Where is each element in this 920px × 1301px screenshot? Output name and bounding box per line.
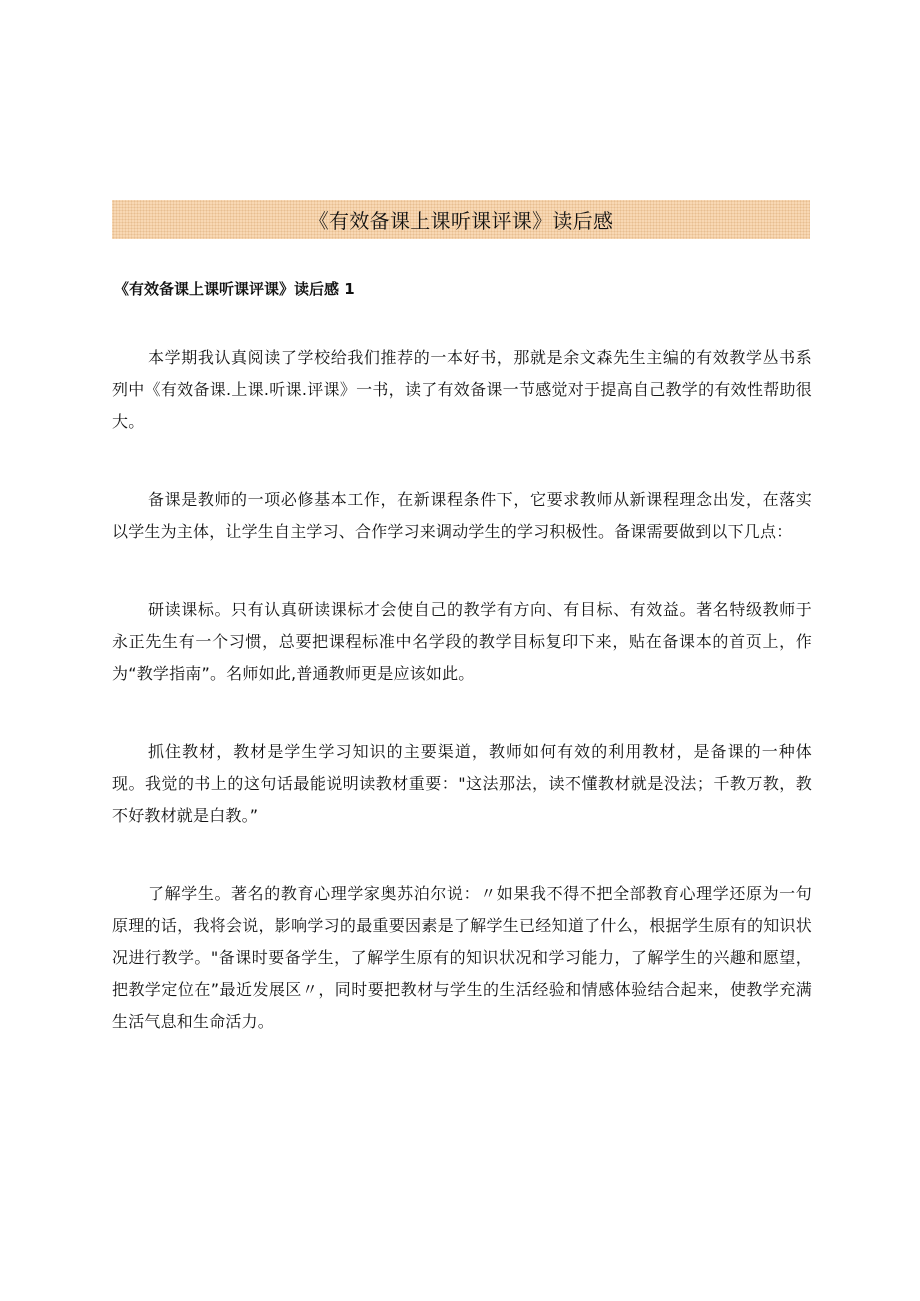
- paragraph-1: 本学期我认真阅读了学校给我们推荐的一本好书，那就是余文森先生主编的有效教学丛书系列中《有效备课.上课.听课.评课》一书，读了有效备课一节感觉对于提高自己教学的有效性帮助很大。: [112, 348, 812, 431]
- section-heading: 《有效备课上课听课评课》读后感 1: [114, 280, 355, 298]
- paragraph-5: 了解学生。著名的教育心理学家奥苏泊尔说：〃如果我不得不把全部教育心理学还原为一句原理的话，我将会说，影响学习的最重要因素是了解学生已经知道了什么，根据学生原有的知识状况进行教学。"备课时要备学生，了解学生原有的知识状况和学习能力，了解学生的兴趣和愿望，把教学定位在”最近发展区〃，同时要把教材与学生的生活经验和情感体验结合起来，使教学充满生活气息和生命活力。: [112, 884, 812, 1031]
- document-body: [112, 342, 812, 1084]
- paragraph-3: 研读课标。只有认真研读课标才会使自己的教学有方向、有目标、有效益。著名特级教师于永正先生有一个习惯，总要把课程标准中名学段的教学目标复印下来，贴在备课本的首页上，作为“教学指南”。名师如此,普通教师更是应该如此。: [112, 600, 812, 683]
- title-banner: [112, 200, 810, 239]
- paragraph-4: 抓住教材，教材是学生学习知识的主要渠道，教师如何有效的利用教材，是备课的一种体现。我觉的书上的这句话最能说明读教材重要："这法那法，读不懂教材就是没法；千教万教，教不好教材就是白教。”: [112, 742, 812, 825]
- paragraph-2: 备课是教师的一项必修基本工作，在新课程条件下，它要求教师从新课程理念出发，在落实以学生为主体，让学生自主学习、合作学习来调动学生的学习积极性。备课需要做到以下几点：: [112, 490, 812, 541]
- document-title: 《有效备课上课听课评课》读后感: [308, 209, 614, 233]
